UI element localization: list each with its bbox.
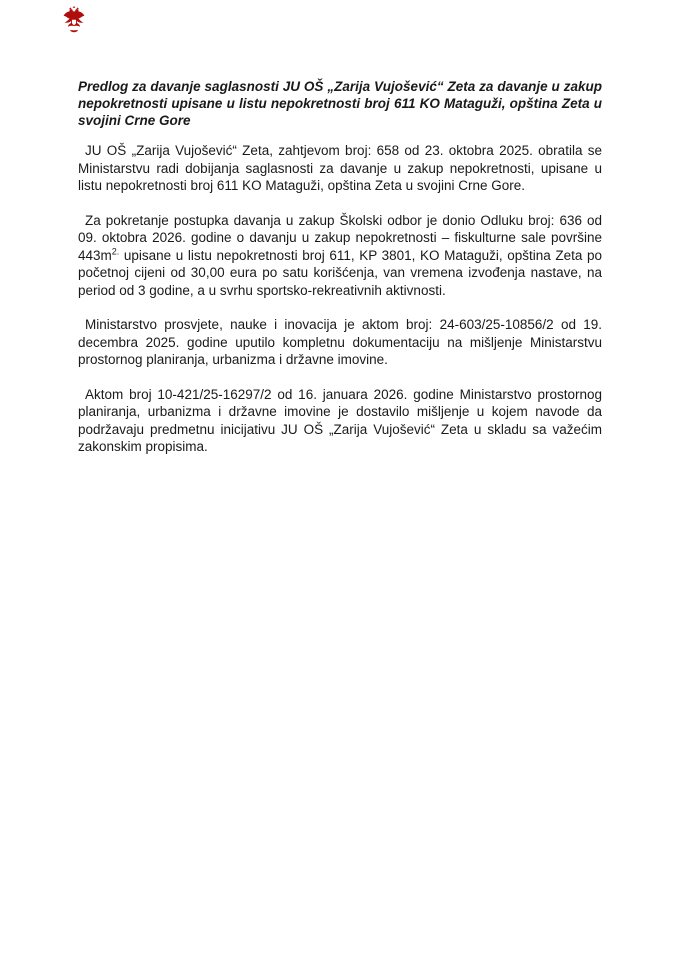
paragraph-ministry-education: Ministarstvo prosvjete, nauke i inovacija je aktom broj: 24-603/25-10856/2 od 19. decembra 2025. godine uputilo kompletnu dokumentaciju na mišljenje Ministarstvu prostornog planiranja, urbanizma i državne imovine.: [78, 317, 602, 367]
coat-of-arms-icon: [63, 6, 85, 34]
document-title: Predlog za davanje saglasnosti JU OŠ „Zarija Vujošević“ Zeta za davanje u zakup nepokretnosti upisane u listu nepokretnosti broj 611 KO Mataguži, opština Zeta u svojini Crne Gore: [78, 79, 602, 128]
paragraph-request: JU OŠ „Zarija Vujošević“ Zeta, zahtjevom broj: 658 od 23. oktobra 2025. obratila se Ministarstvu radi dobijanja saglasnosti za davanje u zakup nepokretnosti, upisane u listu nepokretnosti broj 611 KO Mataguži, opština Zeta u svojini Crne Gore.: [78, 143, 602, 193]
paragraph-decision: [78, 212, 602, 300]
square-meters-superscript: 2.: [111, 246, 120, 256]
document-body: [78, 78, 602, 473]
paragraph-decision-text-cont: upisane u listu nepokretnosti broj 611, KP 3801, KO Mataguži, opština Zeta po početnoj cijeni od 30,00 eura po satu korišćenja, van vremena izvođenja nastave, na period od 3 godine, a u svrhu sportsko-rekreativnih aktivnosti.: [78, 247, 602, 298]
paragraph-ministry-planning: Aktom broj 10-421/25-16297/2 od 16. januara 2026. godine Ministarstvo prostornog planiranja, urbanizma i državne imovine je dostavilo mišljenje u kojem navode da podržavaju predmetnu inicijativu JU OŠ „Zarija Vujošević“ Zeta u skladu sa važećim zakonskim propisima.: [78, 386, 602, 454]
paragraph-decision-text: Za pokretanje postupka davanja u zakup Školski odbor je donio Odluku broj: 636 od 09. oktobra 2026. godine o davanju u zakup nepokretnosti – fiskulturne sale površine 443m: [78, 212, 602, 263]
